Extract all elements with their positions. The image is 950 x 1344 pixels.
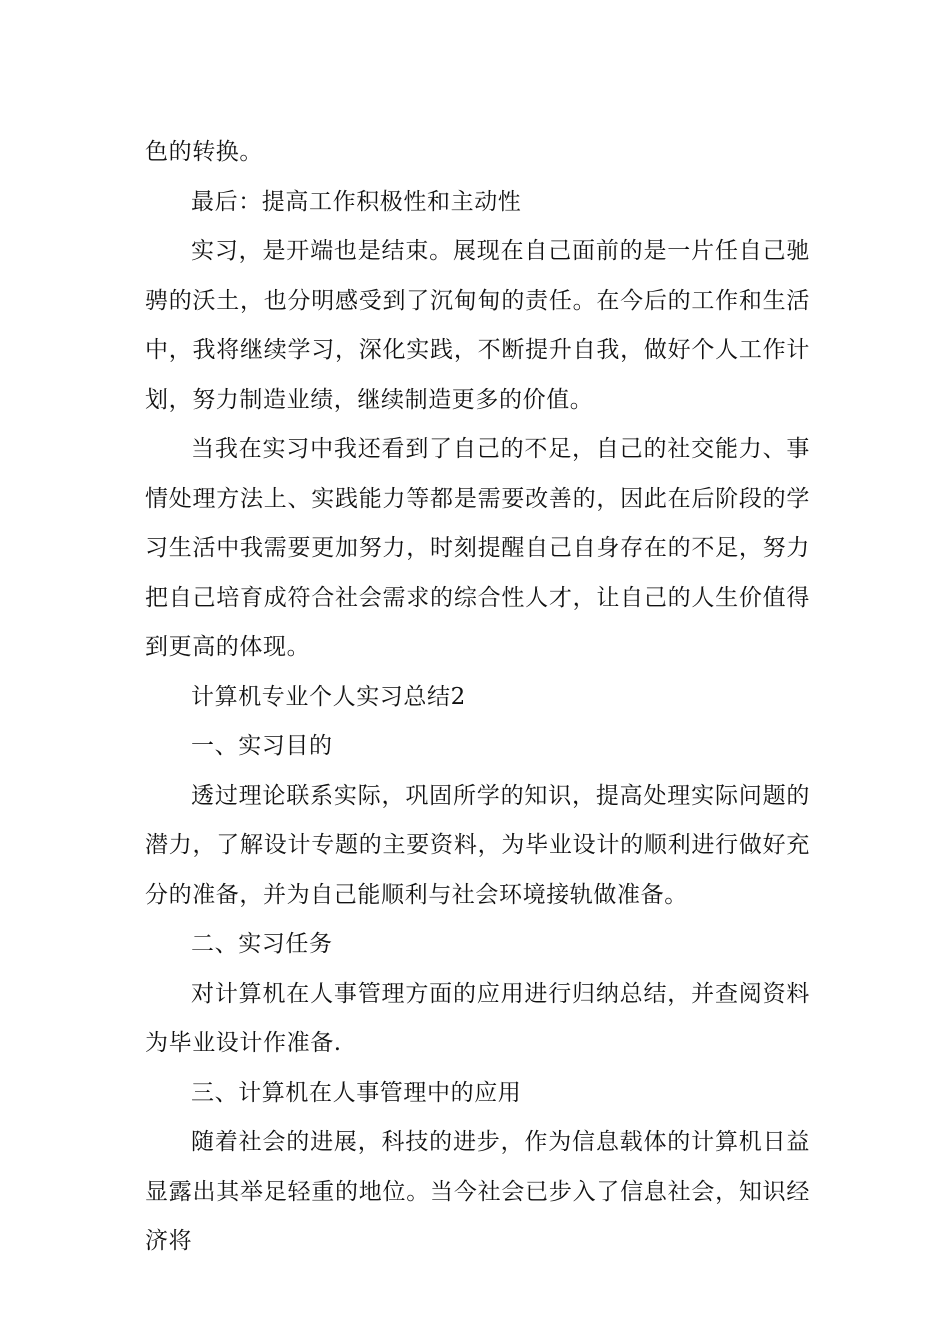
paragraph: 色的转换。 [145,139,263,165]
paragraph: 实习，是开端也是结束。展现在自己面前的是一片任自己驰骋的沃土，也分明感受到了沉甸甸的责任。在今后的工作和生活中，我将继续学习，深化实践，不断提升自我，做好个人工作计划，努力制造业绩，继续制造更多的价值。 [145,238,810,413]
section-heading: 二、实习任务 [191,931,333,957]
document-body [145,128,810,1267]
paragraph: 对计算机在人事管理方面的应用进行归纳总结，并查阅资料为毕业设计作准备. [145,980,810,1056]
paragraph: 当我在实习中我还看到了自己的不足，自己的社交能力、事情处理方法上、实践能力等都是需要改善的，因此在后阶段的学习生活中我需要更加努力，时刻提醒自己自身存在的不足，努力把自己培育成符合社会需求的综合性人才，让自己的人生价值得到更高的体现。 [145,436,810,660]
section-heading: 一、实习目的 [191,733,333,759]
paragraph: 透过理论联系实际，巩固所学的知识，提高处理实际问题的潜力，了解设计专题的主要资料，为毕业设计的顺利进行做好充分的准备，并为自己能顺利与社会环境接轨做准备。 [145,782,810,908]
paragraph: 随着社会的进展，科技的进步，作为信息载体的计算机日益显露出其举足轻重的地位。当今社会已步入了信息社会，知识经济将 [145,1129,810,1254]
document-title: 计算机专业个人实习总结2 [191,683,466,710]
section-heading: 三、计算机在人事管理中的应用 [191,1079,522,1106]
section-heading: 最后：提高工作积极性和主动性 [191,188,522,215]
